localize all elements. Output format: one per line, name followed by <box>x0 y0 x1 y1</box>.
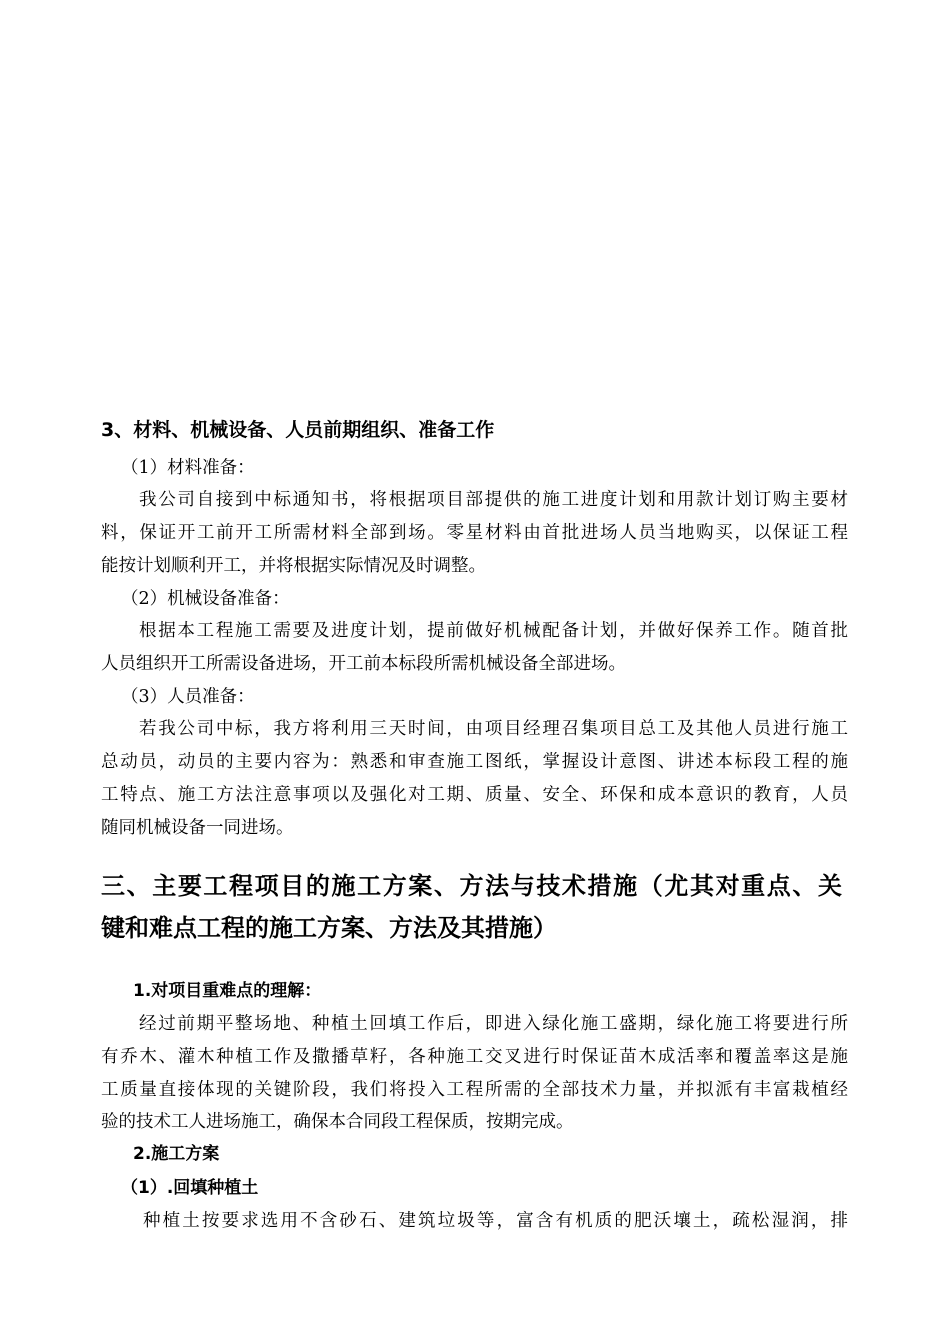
understanding-paragraph <box>101 1013 848 1035</box>
paragraph-line-wrap <box>101 751 848 773</box>
paragraph-line: 若我公司中标，我方将利用三天时间，由项目经理召集项目总工及其他人员进行施工 <box>139 719 848 739</box>
section-heading: 3、材料、机械设备、人员前期组织、准备工作 <box>101 419 495 441</box>
personnel-paragraph <box>101 718 848 740</box>
paragraph-line: 根据本工程施工需要及进度计划，提前做好机械配备计划，并做好保养工作。随首批 <box>139 621 848 641</box>
paragraph-line: 随同机械设备一同进场。 <box>101 818 294 838</box>
materials-label: （1）材料准备： <box>121 458 255 478</box>
paragraph-line: 经过前期平整场地、种植土回填工作后，即进入绿化施工盛期，绿化施工将要进行所 <box>139 1014 848 1034</box>
machinery-label: （2）机械设备准备： <box>121 589 290 609</box>
understanding-label: 1.对项目重难点的理解： <box>133 981 322 1001</box>
paragraph-line: 总动员，动员的主要内容为：熟悉和审查施工图纸，掌握设计意图、讲述本标段工程的施 <box>101 752 848 772</box>
backfill-paragraph <box>101 1210 848 1232</box>
paragraph-line: 工质量直接体现的关键阶段，我们将投入工程所需的全部技术力量，并拟派有丰富栽植经 <box>101 1080 848 1100</box>
paragraph-line-wrap <box>101 1046 848 1068</box>
paragraph-line-wrap <box>101 1079 848 1101</box>
paragraph-line: 能按计划顺利开工，并将根据实际情况及时调整。 <box>101 556 486 576</box>
paragraph-line-wrap <box>101 522 848 544</box>
machinery-paragraph <box>101 620 848 642</box>
plan-label: 2.施工方案 <box>133 1144 220 1164</box>
chapter-heading-line: 三、主要工程项目的施工方案、方法与技术措施（尤其对重点、关 <box>101 872 842 900</box>
paragraph-line: 有乔木、灌木种植工作及撒播草籽，各种施工交叉进行时保证苗木成活率和覆盖率这是施 <box>101 1047 848 1067</box>
paragraph-line: 人员组织开工所需设备进场，开工前本标段所需机械设备全部进场。 <box>101 654 626 674</box>
chapter-heading <box>101 871 842 901</box>
chapter-heading-line: 键和难点工程的施工方案、方法及其措施） <box>101 914 557 942</box>
personnel-label: （3）人员准备： <box>121 687 255 707</box>
paragraph-line: 验的技术工人进场施工，确保本合同段工程保质，按期完成。 <box>101 1112 574 1132</box>
backfill-label: （1）.回填种植土 <box>121 1178 259 1198</box>
paragraph-line: 我公司自接到中标通知书，将根据项目部提供的施工进度计划和用款计划订购主要材 <box>139 490 848 510</box>
paragraph-line-wrap <box>101 784 848 806</box>
paragraph-line: 种植土按要求选用不含砂石、建筑垃圾等，富含有机质的肥沃壤土，疏松湿润，排 <box>143 1211 848 1231</box>
paragraph-line: 料，保证开工前开工所需材料全部到场。零星材料由首批进场人员当地购买，以保证工程 <box>101 523 848 543</box>
materials-paragraph <box>101 489 848 511</box>
paragraph-line: 工特点、施工方法注意事项以及强化对工期、质量、安全、环保和成本意识的教育，人员 <box>101 785 848 805</box>
